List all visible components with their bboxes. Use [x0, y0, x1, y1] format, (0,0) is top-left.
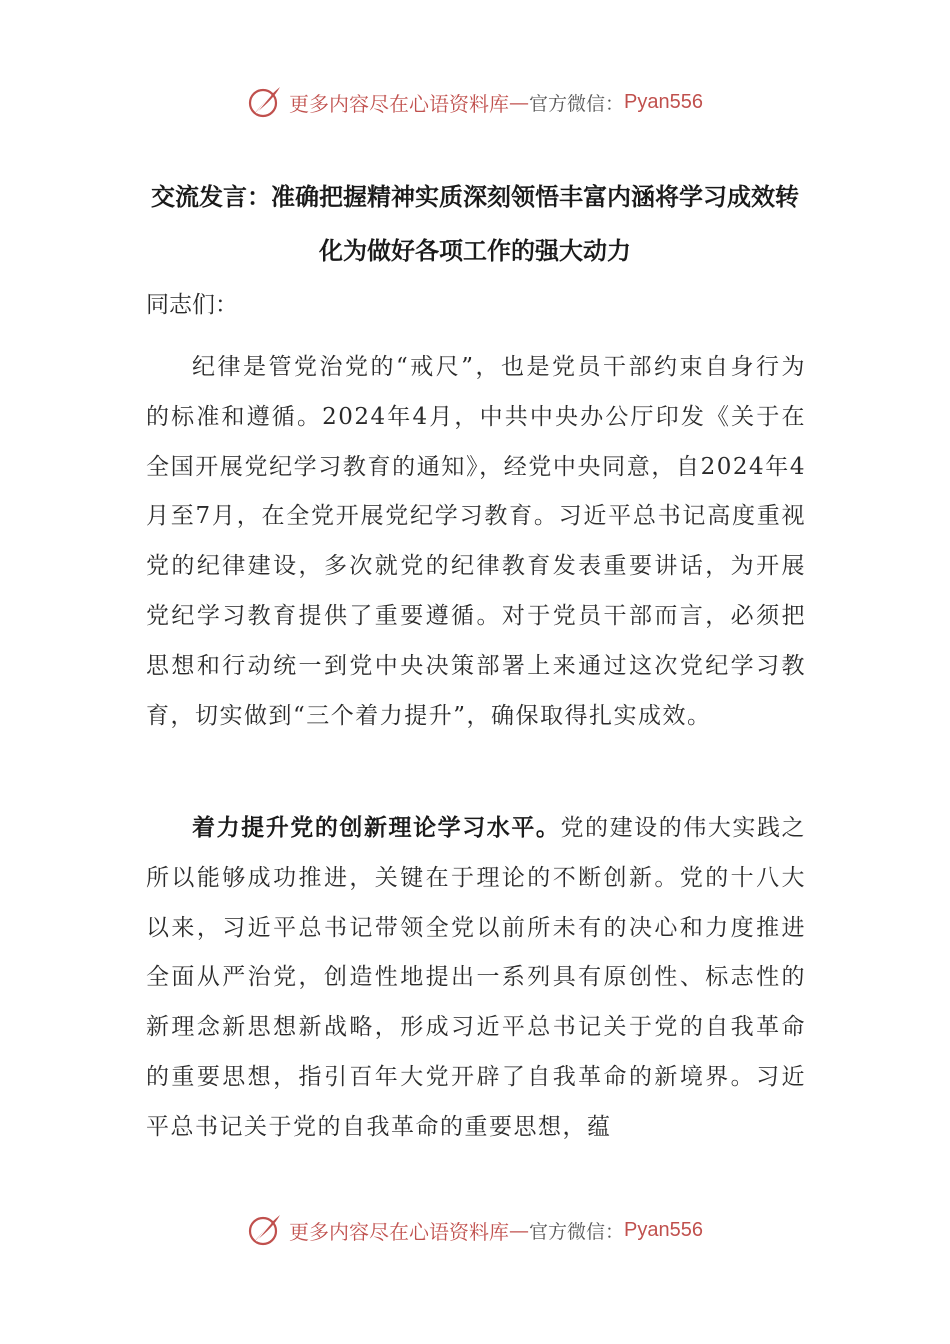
wechat-label: 官方微信： [529, 92, 625, 115]
body-paragraph-1: 纪律是管党治党的“戒尺”，也是党员干部约束自身行为的标准和遵循。2024年4月，中共中央办公厅印发《关于在全国开展党纪学习教育的通知》，经党中央同意，自2024年4月至7月，在全党开展党纪学习教育。习近平总书记高度重视党的纪律建设，多次就党的纪律教育发表重要讲话，为开展党纪学习教育提供了重要遵循。对于党员干部而言，必须把思想和行动统一到党中央决策部署上来通过这次党纪学习教育，切实做到“三个着力提升”，确保取得扎实成效。 [146, 354, 806, 729]
banner-separator: — [509, 1218, 529, 1242]
banner-separator: — [509, 90, 529, 114]
salutation: 同志们： [146, 292, 238, 318]
body-paragraph-2 [146, 804, 806, 1153]
document-title: 交流发言：准确把握精神实质深刻领悟丰富内涵将学习成效转化为做好各项工作的强大动力 [151, 183, 799, 265]
header-banner [0, 80, 950, 124]
banner-text: 更多内容尽在心语资料库 [289, 91, 509, 116]
wechat-label: 官方微信： [529, 1220, 625, 1243]
paragraph-lead-heading: 着力提升党的创新理论学习水平。 [192, 815, 561, 841]
wechat-id: Pyan556 [624, 90, 703, 113]
footer-banner [0, 1208, 950, 1252]
quill-pen-circle-icon [247, 1212, 283, 1248]
banner-text: 更多内容尽在心语资料库 [289, 1219, 509, 1244]
paragraph-body-text: 党的建设的伟大实践之所以能够成功推进，关键在于理论的不断创新。党的十八大以来，习近平总书记带领全党以前所未有的决心和力度推进全面从严治党，创造性地提出一系列具有原创性、标志性的新理念新思想新战略，形成习近平总书记关于党的自我革命的重要思想，指引百年大党开辟了自我革命的新境界。习近平总书记关于党的自我革命的重要思想，蕴 [146, 815, 806, 1140]
quill-pen-circle-icon [247, 84, 283, 120]
wechat-id: Pyan556 [624, 1218, 703, 1241]
